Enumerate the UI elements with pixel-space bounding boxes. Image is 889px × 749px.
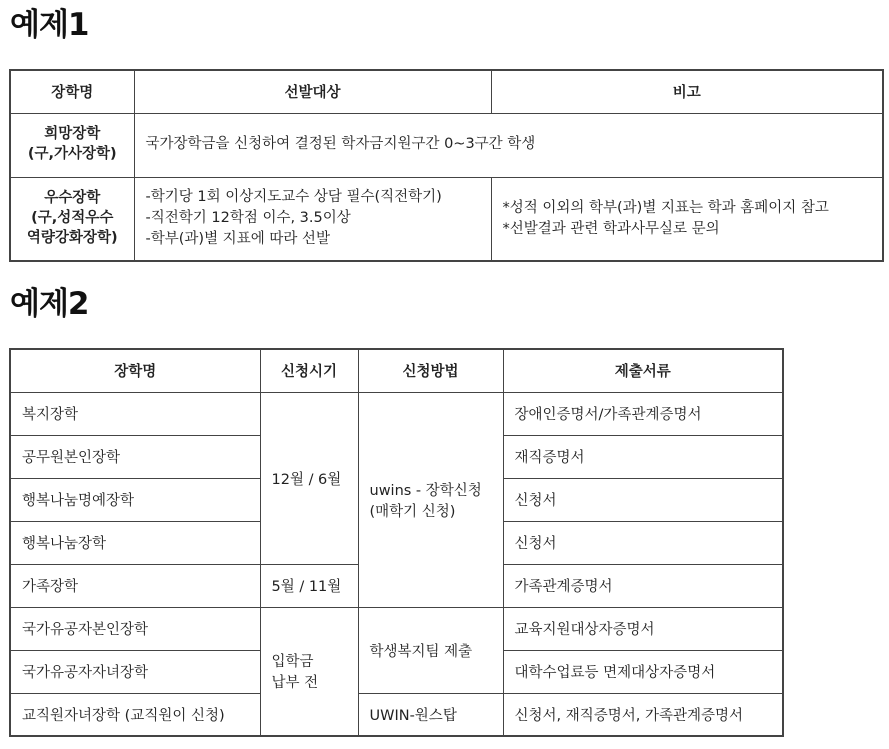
scholarship-name-cell: 행복나눔장학 [10,521,260,564]
header-application-period: 신청시기 [260,349,358,392]
application-period-cell: 12월 / 6월 [260,392,358,564]
scholarship-name-cell: 교직원자녀장학 (교직원이 신청) [10,693,260,736]
example2-table [9,348,784,737]
scholarship-name-cell: 가족장학 [10,564,260,607]
application-period-line: 입학금 [271,654,314,671]
scholarship-name-cell [10,177,134,261]
table-header-row [10,349,783,392]
application-method-cell: 학생복지팀 제출 [358,607,503,693]
header-scholarship-name: 장학명 [10,70,134,113]
header-scholarship-name: 장학명 [10,349,260,392]
scholarship-name-cell: 국가유공자자녀장학 [10,650,260,693]
application-period-cell: 5월 / 11월 [260,564,358,607]
application-method-line: uwins - 장학신청 [369,482,482,499]
selection-target-line: -학기당 1회 이상지도교수 상담 필수(직전학기) [145,189,442,206]
scholarship-name-line: (구,성적우수 [31,209,114,226]
scholarship-name-line: 역량강화장학) [26,229,118,246]
example1-title: 예제1 [10,7,89,43]
documents-cell: 신청서 [503,521,783,564]
documents-cell: 신청서, 재직증명서, 가족관계증명서 [503,693,783,736]
scholarship-name-line: 우수장학 [44,190,101,207]
scholarship-name-cell: 행복나눔명예장학 [10,478,260,521]
header-application-method: 신청방법 [358,349,503,392]
selection-target-cell [134,177,491,261]
application-method-line: (매학기 신청) [369,503,456,520]
scholarship-name-cell: 공무원본인장학 [10,435,260,478]
scholarship-name-cell: 복지장학 [10,392,260,435]
selection-target-line: 국가장학금을 신청하여 결정된 학자금지원구간 0~3구간 학생 [145,136,536,153]
scholarship-name-cell: 국가유공자본인장학 [10,607,260,650]
remarks-line: *성적 이외의 학부(과)별 지표는 학과 홈페이지 참고 [502,199,829,216]
selection-target-cell [134,113,883,177]
selection-target-line: -학부(과)별 지표에 따라 선발 [145,231,330,248]
header-documents: 제출서류 [503,349,783,392]
documents-cell: 대학수업료등 면제대상자증명서 [503,650,783,693]
table-row [10,177,883,261]
documents-cell: 재직증명서 [503,435,783,478]
table-row [10,113,883,177]
table-row [10,392,783,435]
documents-cell: 가족관계증명서 [503,564,783,607]
scholarship-name-line: 희망장학 [44,126,101,143]
header-remarks: 비고 [491,70,883,113]
documents-cell: 장애인증명서/가족관계증명서 [503,392,783,435]
application-period-cell [260,607,358,736]
application-method-cell: UWIN-원스탑 [358,693,503,736]
documents-cell: 교육지원대상자증명서 [503,607,783,650]
header-selection-target: 선발대상 [134,70,491,113]
scholarship-name-line: (구,가사장학) [27,146,117,162]
table-header-row [10,70,883,113]
application-period-line: 납부 전 [271,675,319,692]
example1-table [9,69,884,262]
application-method-cell [358,392,503,607]
example2-title: 예제2 [10,286,89,322]
selection-target-line: -직전학기 12학점 이수, 3.5이상 [145,210,351,227]
documents-cell: 신청서 [503,478,783,521]
remarks-cell [491,177,883,261]
scholarship-name-cell [10,113,134,177]
table-row [10,693,783,736]
table-row [10,607,783,650]
remarks-line: *선발결과 관련 학과사무실로 문의 [502,220,720,237]
